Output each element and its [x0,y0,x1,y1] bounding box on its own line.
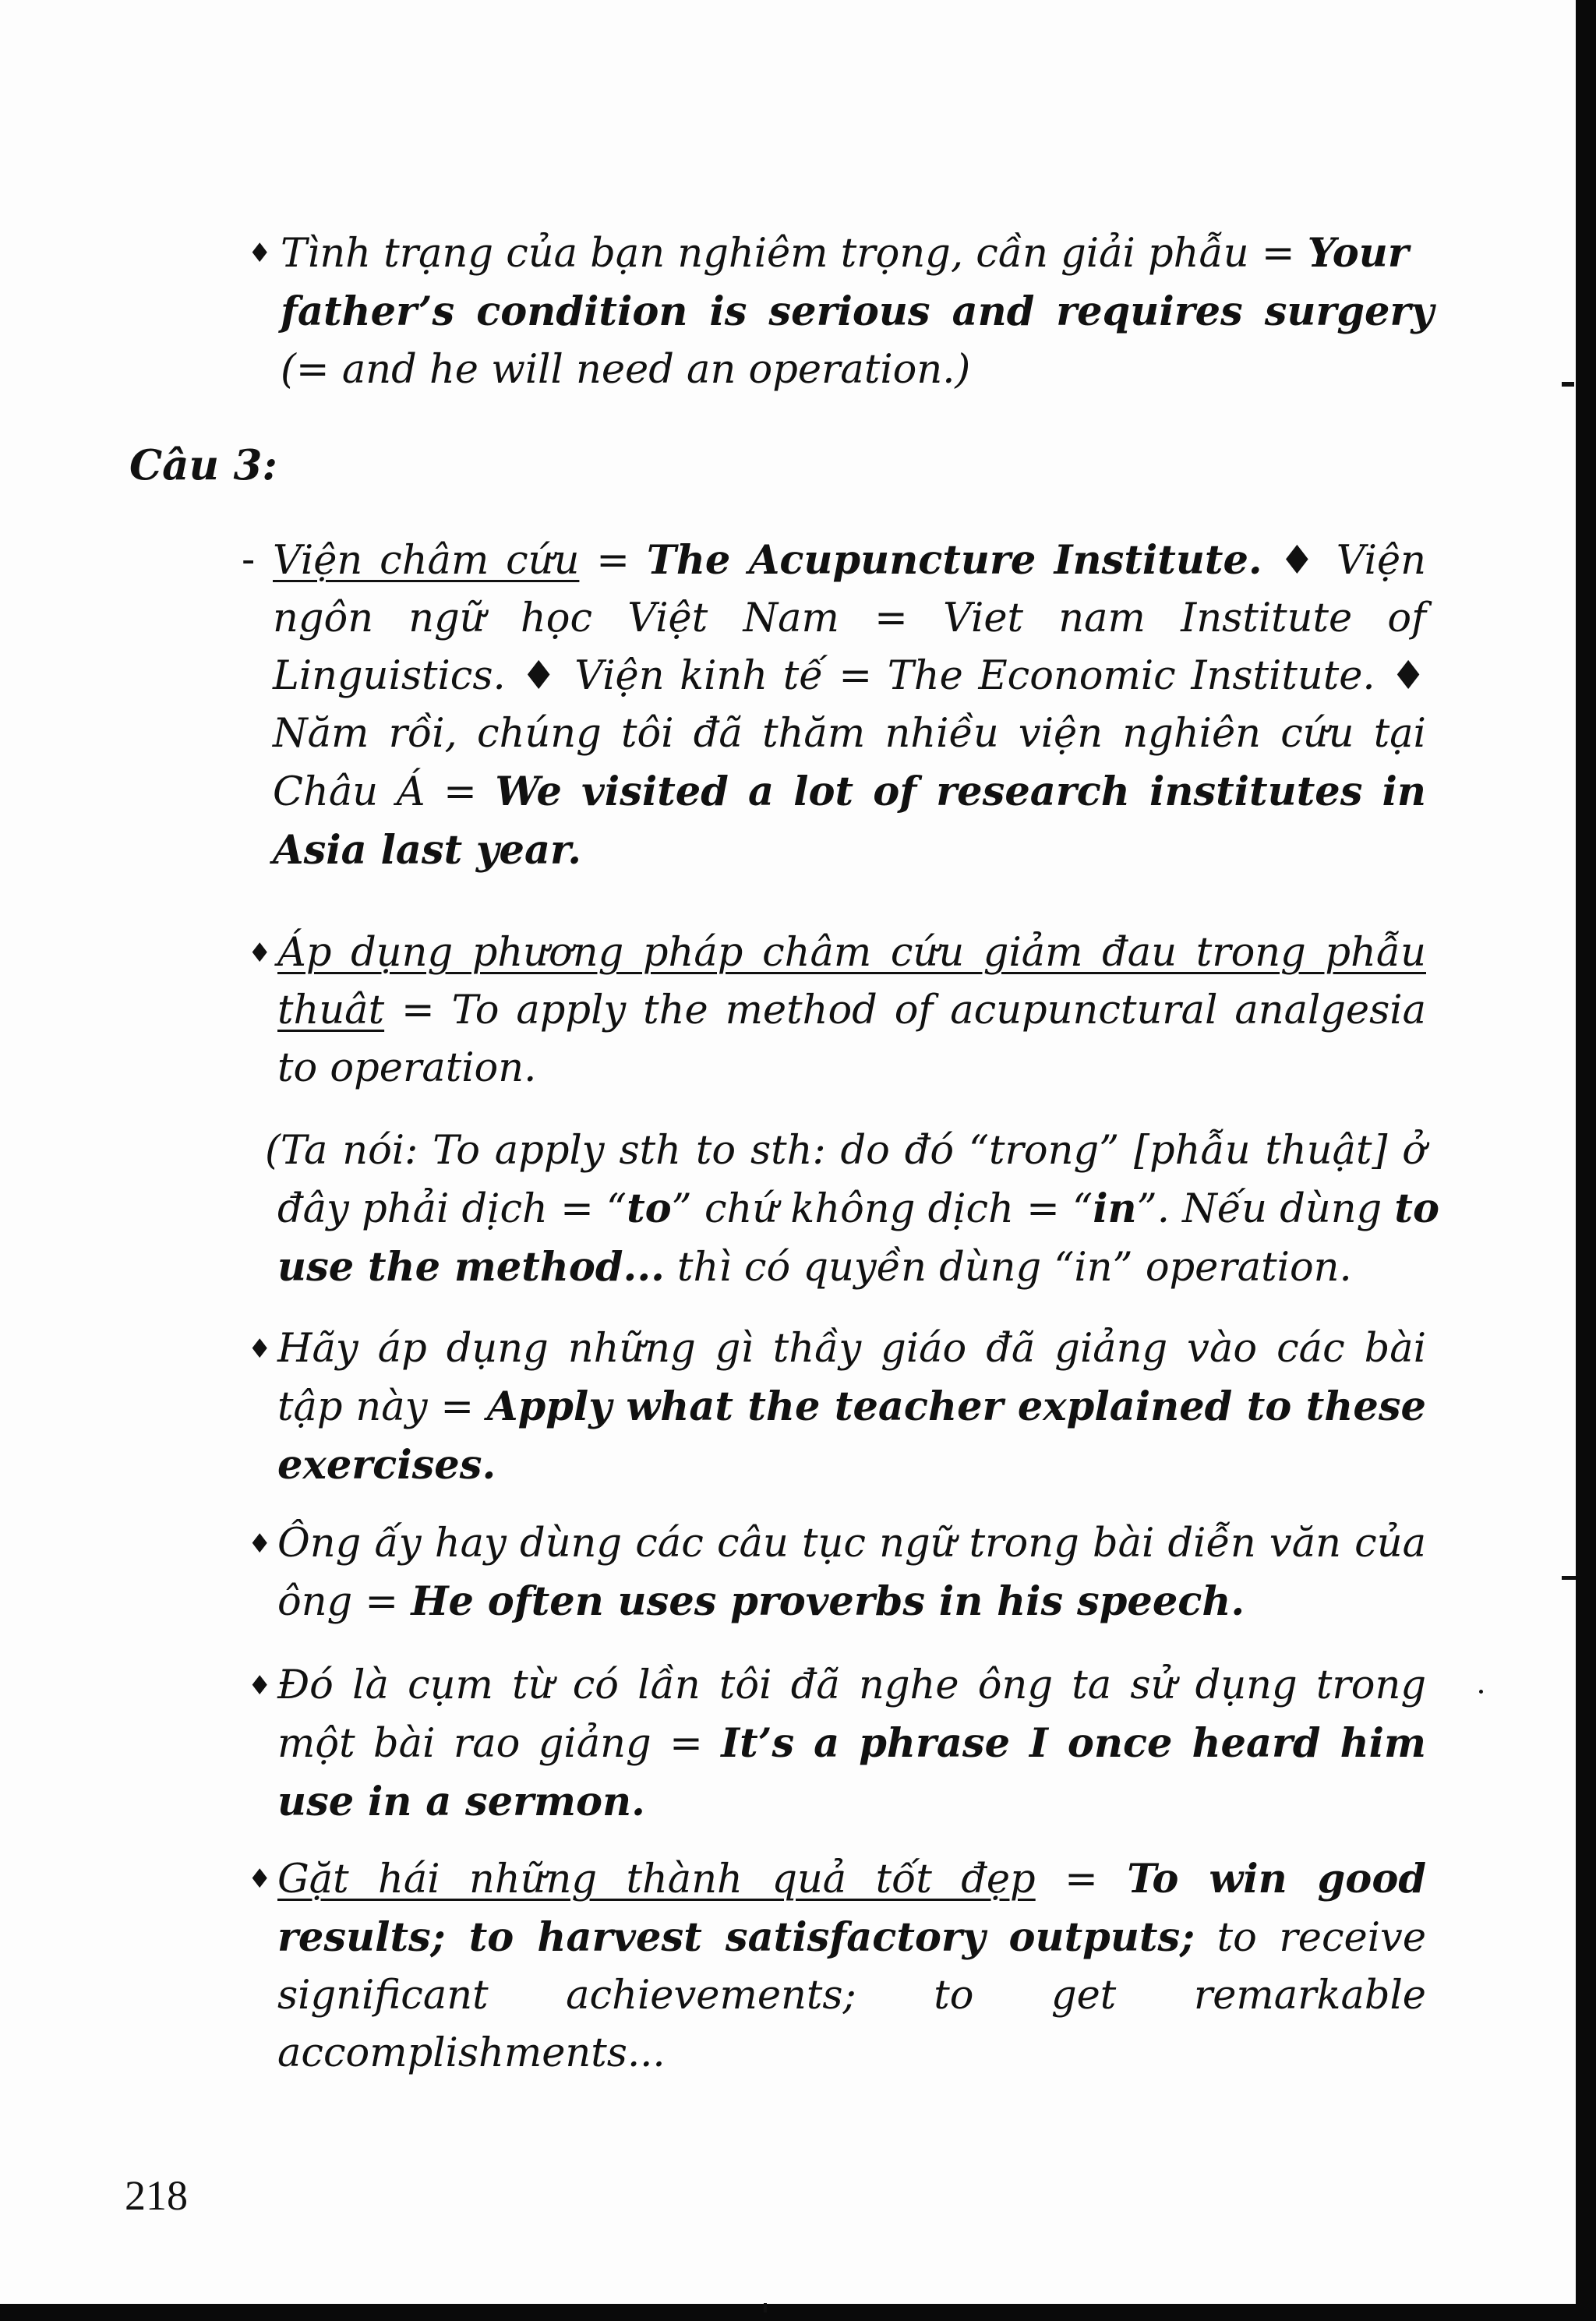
scan-mark [1562,382,1574,387]
text-line: use the method... thì có quyền dùng “in” operation. [277,1244,1352,1291]
text-line: use in a sermon. [277,1779,645,1825]
text-line: Tình trạng của bạn nghiêm trọng, cần giải phẫu = Your [281,230,1409,277]
text-line: (= and he will need an operation.) [281,347,971,393]
entry-sermon [277,1657,1426,1832]
page-number: 218 [125,2172,188,2219]
section-heading: Câu 3: [129,441,277,489]
text-line: results; to harvest satisfactory outputs; to receive [277,1914,1427,1961]
bullet-icon: ♦ [248,1670,272,1701]
text-line: Viện châm cứu = The Acupuncture Institute. ♦ Viện [273,537,1427,584]
text-line: một bài rao giảng = It’s a phrase I once heard him [277,1720,1426,1767]
bullet-icon: ♦ [248,938,272,969]
text-line: Đó là cụm từ có lần tôi đã nghe ông ta sử dụng trong [277,1662,1426,1708]
text-line: accomplishments... [277,2030,666,2076]
text-line: Năm rồi, chúng tôi đã thăm nhiều viện nghiên cứu tại [273,711,1426,757]
dash-marker: - [242,537,256,583]
text-line: exercises. [277,1442,496,1489]
entry-note [265,1122,1439,1297]
entry-proverbs [277,1515,1426,1631]
entry-good-results [277,1850,1426,2083]
text-line: Asia last year. [273,827,581,874]
entry-apply-method [277,924,1426,1097]
text-line: ngôn ngữ học Việt Nam = Viet nam Institute of [273,595,1426,641]
text-line: Châu Á = We visited a lot of research institutes in [273,768,1426,815]
text-line: tập này = Apply what the teacher explained to these [277,1383,1426,1430]
text-line: Ông ấy hay dùng các câu tục ngữ trong bài diễn văn của [277,1521,1426,1567]
text-line: Áp dụng phương pháp châm cứu giảm đau trong phẫu [277,930,1426,976]
entry-exercises [277,1320,1426,1495]
text-line: Hãy áp dụng những gì thầy giáo đã giảng vào các bài [277,1326,1426,1372]
scan-mark [1562,1576,1576,1580]
bullet-icon: ♦ [248,1334,272,1365]
scan-mark [1479,1690,1483,1694]
scan-mark [764,2303,767,2312]
text-line: thuât = To apply the method of acupunctural analgesia [277,987,1426,1033]
text-line: significant achievements; to get remarkable [277,1973,1426,2019]
text-line: ông = He often uses proverbs in his speech. [277,1578,1245,1625]
text-line: đây phải dịch = “to” chứ không dịch = “in”. Nếu dùng to [277,1185,1439,1232]
bullet-icon: ♦ [248,238,272,269]
text-line: (Ta nói: To apply sth to sth: do đó “trong” [phẫu thuật] ở [265,1128,1426,1174]
text-line: Linguistics. ♦ Viện kinh tế = The Economic Institute. ♦ [273,653,1426,699]
text-line: Gặt hái những thành quả tốt đẹp = To win good [277,1856,1426,1902]
bullet-icon: ♦ [248,1528,272,1560]
bullet-icon: ♦ [248,1864,272,1895]
entry-acupuncture-institute [273,532,1426,880]
entry-surgery [281,224,1434,399]
scan-edge-bottom [0,2304,1596,2321]
text-line: to operation. [277,1045,537,1091]
text-line: father’s condition is serious and requires surgery [281,288,1434,335]
scan-edge-right [1576,0,1596,2321]
